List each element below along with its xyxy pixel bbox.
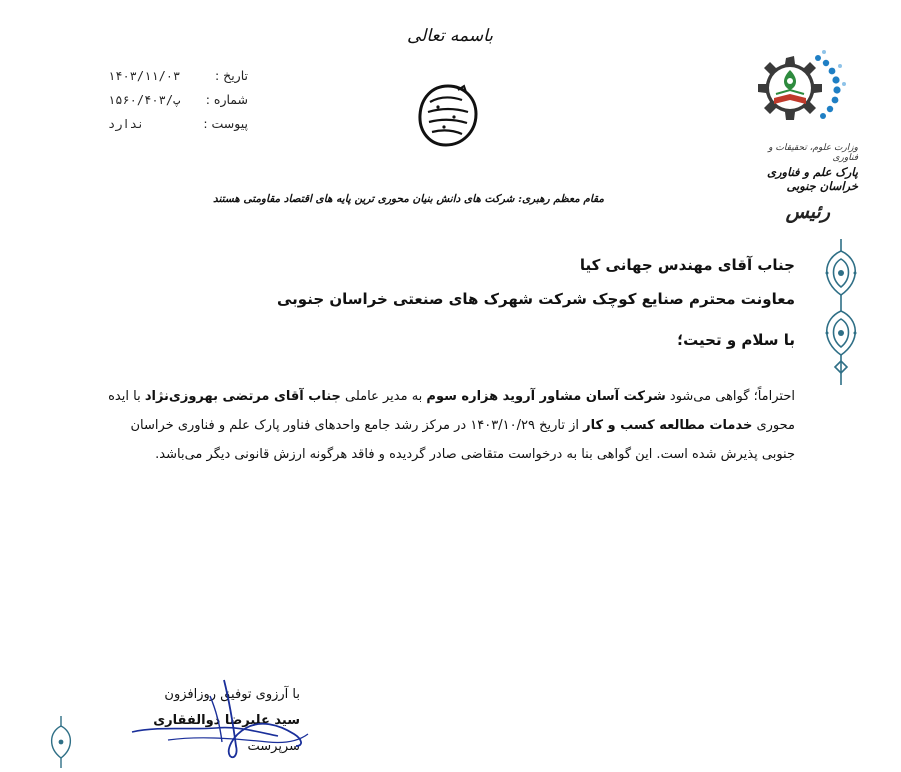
number-label: شماره : — [205, 92, 248, 107]
body-text-4: از تاریخ ۱۴۰۳/۱۰/۲۹ در مرکز رشد جامع واحدهای فناور پارک علم و فناوری خراسان جنوبی پذیرش شده است. این گواهی بنا به درخواست متقاضی صادر گردیده و فاقد هرگونه ارزش قانونی دیگر می‌باشد. — [130, 418, 795, 462]
emblem-icon — [414, 82, 482, 150]
letter-meta — [108, 64, 248, 136]
ornament-icon — [44, 716, 78, 768]
number-value: ۱۵۶۰/پ/۴۰۳ — [108, 93, 181, 107]
date-row — [108, 64, 248, 88]
park-name: پارک علم و فناوری خراسان جنوبی — [766, 165, 858, 193]
sender-title: رئیس — [785, 201, 830, 223]
bismillah: باسمه تعالی — [407, 26, 493, 46]
greeting: با سلام و تحیت؛ — [677, 331, 795, 349]
logo-caption — [740, 143, 858, 193]
ceo-name: جناب آقای مرتضی بهروزی‌نژاد — [144, 389, 341, 404]
signatory-role: سرپرست — [247, 739, 300, 754]
recipient-block — [235, 248, 795, 316]
date-value: ۱۴۰۳/۱۱/۰۳ — [108, 69, 181, 83]
attachment-value: ندارد — [108, 117, 145, 131]
production-leap-emblem — [414, 82, 482, 154]
closing-wish: با آرزوی توفیق روزافزون — [164, 687, 300, 702]
recipient-name: جناب آقای مهندس جهانی کیا — [579, 256, 795, 274]
science-park-logo-icon — [748, 48, 848, 144]
signatory-name: سید علیرضا ذوالفقاری — [153, 713, 300, 728]
business-idea: خدمات مطالعه کسب و کار — [583, 418, 753, 433]
body-text-3: با ایده محوری — [108, 389, 795, 433]
ornament-icon — [815, 237, 867, 387]
number-row — [108, 88, 248, 112]
ministry-name: وزارت علوم، تحقیقات و فناوری — [768, 143, 858, 163]
letter-body — [105, 382, 795, 469]
margin-ornament — [815, 237, 867, 391]
date-label: تاریخ : — [214, 68, 248, 83]
company-name: شرکت آسان مشاور آروید هزاره سوم — [426, 389, 666, 404]
margin-ornament-bottom — [44, 716, 78, 772]
recipient-position: معاونت محترم صنایع کوچک شرکت شهرک های صنعتی خراسان جنوبی — [277, 290, 795, 308]
attachment-label: پیوست : — [203, 116, 248, 131]
body-text-2: به مدیر عاملی — [340, 389, 427, 404]
science-park-logo — [748, 48, 848, 148]
handwritten-signature — [128, 676, 313, 770]
signature-icon — [128, 676, 313, 766]
attachment-row — [108, 112, 248, 136]
body-text-1: احتراماً؛ گواهی می‌شود — [665, 389, 795, 404]
leader-motto: مقام معظم رهبری: شرکت های دانش بنیان محوری ترین پایه های اقتصاد مقاومتی هستند — [212, 193, 604, 205]
